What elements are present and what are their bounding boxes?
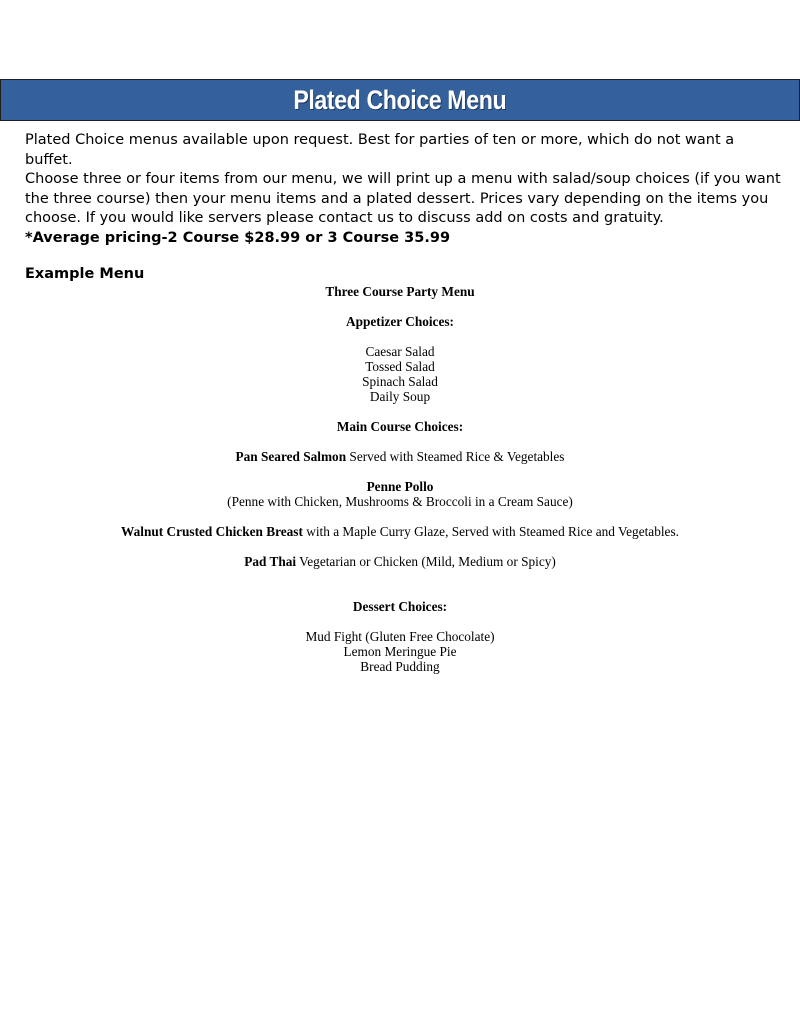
main-item-name: Walnut Crusted Chicken Breast	[121, 524, 303, 539]
dessert-item: Bread Pudding	[360, 659, 440, 674]
intro-text	[25, 131, 785, 248]
intro-line-availability: Plated Choice menus available upon request. Best for parties of ten or more, which do not want a buffet.	[25, 132, 735, 168]
intro-line-details: Choose three or four items from our menu, we will print up a menu with salad/soup choices (if you want the three course) then your menu items and a plated dessert. Prices vary depending on the items you choose. If you would like servers please contact us to discuss add on costs and gratuity.	[25, 171, 781, 226]
appetizer-item: Daily Soup	[369, 389, 431, 404]
main-item-name: Penne Pollo	[366, 479, 434, 494]
appetizer-item: Caesar Salad	[365, 344, 435, 359]
main-item-desc: Vegetarian or Chicken (Mild, Medium or Spicy)	[296, 554, 556, 569]
main-item-salmon	[0, 449, 800, 464]
main-item-desc: (Penne with Chicken, Mushrooms & Broccoli in a Cream Sauce)	[227, 494, 573, 509]
dessert-item: Lemon Meringue Pie	[343, 644, 457, 659]
main-item-desc: Served with Steamed Rice & Vegetables	[346, 449, 565, 464]
main-course-heading: Main Course Choices:	[336, 419, 464, 434]
main-item-pad-thai	[0, 554, 800, 569]
appetizer-item: Spinach Salad	[362, 374, 438, 389]
main-item-name: Pan Seared Salmon	[235, 449, 347, 464]
title-banner	[0, 79, 800, 121]
dessert-item: Mud Fight (Gluten Free Chocolate)	[305, 629, 495, 644]
appetizer-heading: Appetizer Choices:	[346, 314, 454, 329]
page-title: Plated Choice Menu	[293, 84, 507, 115]
average-pricing: *Average pricing-2 Course $28.99 or 3 Course 35.99	[25, 229, 451, 246]
menu-title: Three Course Party Menu	[325, 284, 475, 299]
example-menu-heading: Example Menu	[25, 266, 145, 282]
main-item-name: Pad Thai	[244, 554, 297, 569]
main-item-desc: with a Maple Curry Glaze, Served with Steamed Rice and Vegetables.	[302, 524, 679, 539]
dessert-heading: Dessert Choices:	[352, 599, 448, 614]
appetizer-item: Tossed Salad	[365, 359, 435, 374]
main-item-walnut-chicken	[0, 524, 800, 539]
example-menu	[0, 284, 800, 674]
